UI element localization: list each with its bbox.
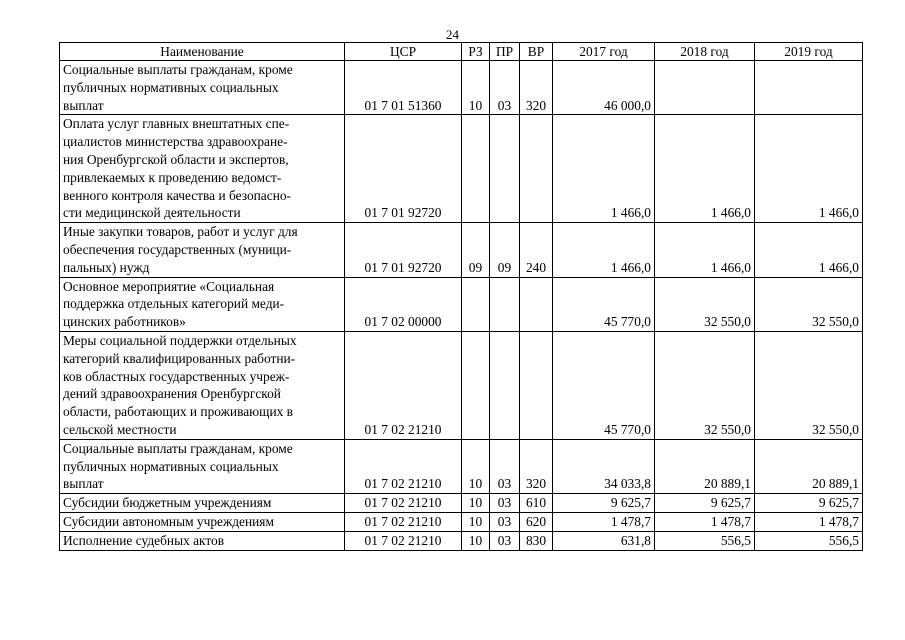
pr-cell xyxy=(490,277,520,331)
vr-cell: 830 xyxy=(520,531,553,550)
vr-cell: 610 xyxy=(520,494,553,513)
amount-2018-cell: 1 478,7 xyxy=(655,512,755,531)
row-name-line: поддержка отдельных категорий меди- xyxy=(63,296,285,312)
rz-cell: 10 xyxy=(462,531,490,550)
rz-cell xyxy=(462,115,490,223)
vr-cell xyxy=(520,115,553,223)
amount-2019-cell: 20 889,1 xyxy=(755,439,863,493)
amount-2018-cell: 32 550,0 xyxy=(655,277,755,331)
amount-2019-cell: 32 550,0 xyxy=(755,277,863,331)
table-header-row xyxy=(60,43,863,61)
table-row xyxy=(60,512,863,531)
row-name-cell xyxy=(60,277,345,331)
csr-cell: 01 7 01 51360 xyxy=(345,61,462,115)
csr-cell: 01 7 02 21210 xyxy=(345,439,462,493)
pr-cell: 03 xyxy=(490,61,520,115)
header-2018: 2018 год xyxy=(655,43,755,61)
table-row xyxy=(60,115,863,223)
amount-2017-cell: 46 000,0 xyxy=(553,61,655,115)
rz-cell: 10 xyxy=(462,61,490,115)
amount-2019-cell xyxy=(755,61,863,115)
row-name-line: Субсидии бюджетным учреждениям xyxy=(63,495,272,511)
pr-cell xyxy=(490,115,520,223)
row-name-line: выплат xyxy=(63,97,104,113)
rz-cell: 09 xyxy=(462,223,490,277)
rz-cell: 10 xyxy=(462,512,490,531)
pr-cell xyxy=(490,331,520,439)
pr-cell: 03 xyxy=(490,531,520,550)
csr-cell: 01 7 02 21210 xyxy=(345,531,462,550)
row-name-line: Социальные выплаты гражданам, кроме xyxy=(63,440,293,456)
csr-cell: 01 7 02 21210 xyxy=(345,494,462,513)
amount-2019-cell: 32 550,0 xyxy=(755,331,863,439)
header-2017: 2017 год xyxy=(553,43,655,61)
row-name-line: Оплата услуг главных внештатных спе- xyxy=(63,116,290,132)
row-name-line: сти медицинской деятельности xyxy=(63,205,241,221)
header-rz: РЗ xyxy=(462,43,490,61)
rz-cell xyxy=(462,277,490,331)
amount-2019-cell: 9 625,7 xyxy=(755,494,863,513)
amount-2019-cell: 1 466,0 xyxy=(755,223,863,277)
row-name-line: публичных нормативных социальных xyxy=(63,458,279,474)
row-name-line: обеспечения государственных (муници- xyxy=(63,241,292,257)
rz-cell: 10 xyxy=(462,439,490,493)
amount-2017-cell: 1 466,0 xyxy=(553,115,655,223)
amount-2017-cell: 631,8 xyxy=(553,531,655,550)
row-name-line: Иные закупки товаров, работ и услуг для xyxy=(63,224,298,240)
amount-2018-cell xyxy=(655,61,755,115)
row-name-cell xyxy=(60,494,345,513)
row-name-line: цинских работников» xyxy=(63,314,186,330)
row-name-cell xyxy=(60,439,345,493)
amount-2017-cell: 1 466,0 xyxy=(553,223,655,277)
table-row xyxy=(60,531,863,550)
budget-table xyxy=(59,42,863,551)
amount-2017-cell: 1 478,7 xyxy=(553,512,655,531)
amount-2018-cell: 32 550,0 xyxy=(655,331,755,439)
header-2019: 2019 год xyxy=(755,43,863,61)
vr-cell: 320 xyxy=(520,61,553,115)
amount-2018-cell: 20 889,1 xyxy=(655,439,755,493)
amount-2017-cell: 34 033,8 xyxy=(553,439,655,493)
pr-cell: 03 xyxy=(490,439,520,493)
table-row xyxy=(60,494,863,513)
row-name-cell xyxy=(60,61,345,115)
table-body xyxy=(60,61,863,551)
row-name-line: категорий квалифицированных работни- xyxy=(63,350,296,366)
pr-cell: 03 xyxy=(490,512,520,531)
amount-2018-cell: 9 625,7 xyxy=(655,494,755,513)
row-name-line: пальных) нужд xyxy=(63,259,150,275)
row-name-line: ков областных государственных учреж- xyxy=(63,368,290,384)
row-name-line: привлекаемых к проведению ведомст- xyxy=(63,169,282,185)
row-name-line: Исполнение судебных актов xyxy=(63,532,225,548)
table-row xyxy=(60,439,863,493)
csr-cell: 01 7 01 92720 xyxy=(345,115,462,223)
row-name-line: Социальные выплаты гражданам, кроме xyxy=(63,62,293,77)
row-name-line: Субсидии автономным учреждениям xyxy=(63,513,274,529)
header-vr: ВР xyxy=(520,43,553,61)
row-name-line: сельской местности xyxy=(63,421,177,437)
amount-2019-cell: 556,5 xyxy=(755,531,863,550)
row-name-cell xyxy=(60,115,345,223)
row-name-line: Основное мероприятие «Социальная xyxy=(63,278,275,294)
vr-cell xyxy=(520,277,553,331)
vr-cell: 320 xyxy=(520,439,553,493)
row-name-line: венного контроля качества и безопасно- xyxy=(63,187,292,203)
table-row xyxy=(60,223,863,277)
row-name-cell xyxy=(60,223,345,277)
amount-2018-cell: 1 466,0 xyxy=(655,223,755,277)
header-name: Наименование xyxy=(60,43,345,61)
row-name-line: ния Оренбургской области и экспертов, xyxy=(63,151,289,167)
row-name-line: выплат xyxy=(63,476,104,492)
csr-cell: 01 7 02 21210 xyxy=(345,331,462,439)
vr-cell: 240 xyxy=(520,223,553,277)
page-number: 24 xyxy=(446,27,459,42)
vr-cell: 620 xyxy=(520,512,553,531)
pr-cell: 03 xyxy=(490,494,520,513)
csr-cell: 01 7 02 00000 xyxy=(345,277,462,331)
row-name-cell xyxy=(60,531,345,550)
amount-2019-cell: 1 466,0 xyxy=(755,115,863,223)
amount-2018-cell: 556,5 xyxy=(655,531,755,550)
rz-cell: 10 xyxy=(462,494,490,513)
row-name-line: Меры социальной поддержки отдельных xyxy=(63,332,297,348)
csr-cell: 01 7 02 21210 xyxy=(345,512,462,531)
row-name-line: области, работающих и проживающих в xyxy=(63,404,294,420)
amount-2017-cell: 9 625,7 xyxy=(553,494,655,513)
row-name-line: публичных нормативных социальных xyxy=(63,79,279,95)
row-name-line: циалистов министерства здравоохране- xyxy=(63,134,288,150)
pr-cell: 09 xyxy=(490,223,520,277)
table-row xyxy=(60,61,863,115)
table-row xyxy=(60,277,863,331)
row-name-line: дений здравоохранения Оренбургской xyxy=(63,386,281,402)
row-name-cell xyxy=(60,512,345,531)
table-row xyxy=(60,331,863,439)
header-pr: ПР xyxy=(490,43,520,61)
amount-2018-cell: 1 466,0 xyxy=(655,115,755,223)
csr-cell: 01 7 01 92720 xyxy=(345,223,462,277)
amount-2019-cell: 1 478,7 xyxy=(755,512,863,531)
header-csr: ЦСР xyxy=(345,43,462,61)
amount-2017-cell: 45 770,0 xyxy=(553,277,655,331)
rz-cell xyxy=(462,331,490,439)
amount-2017-cell: 45 770,0 xyxy=(553,331,655,439)
row-name-cell xyxy=(60,331,345,439)
vr-cell xyxy=(520,331,553,439)
